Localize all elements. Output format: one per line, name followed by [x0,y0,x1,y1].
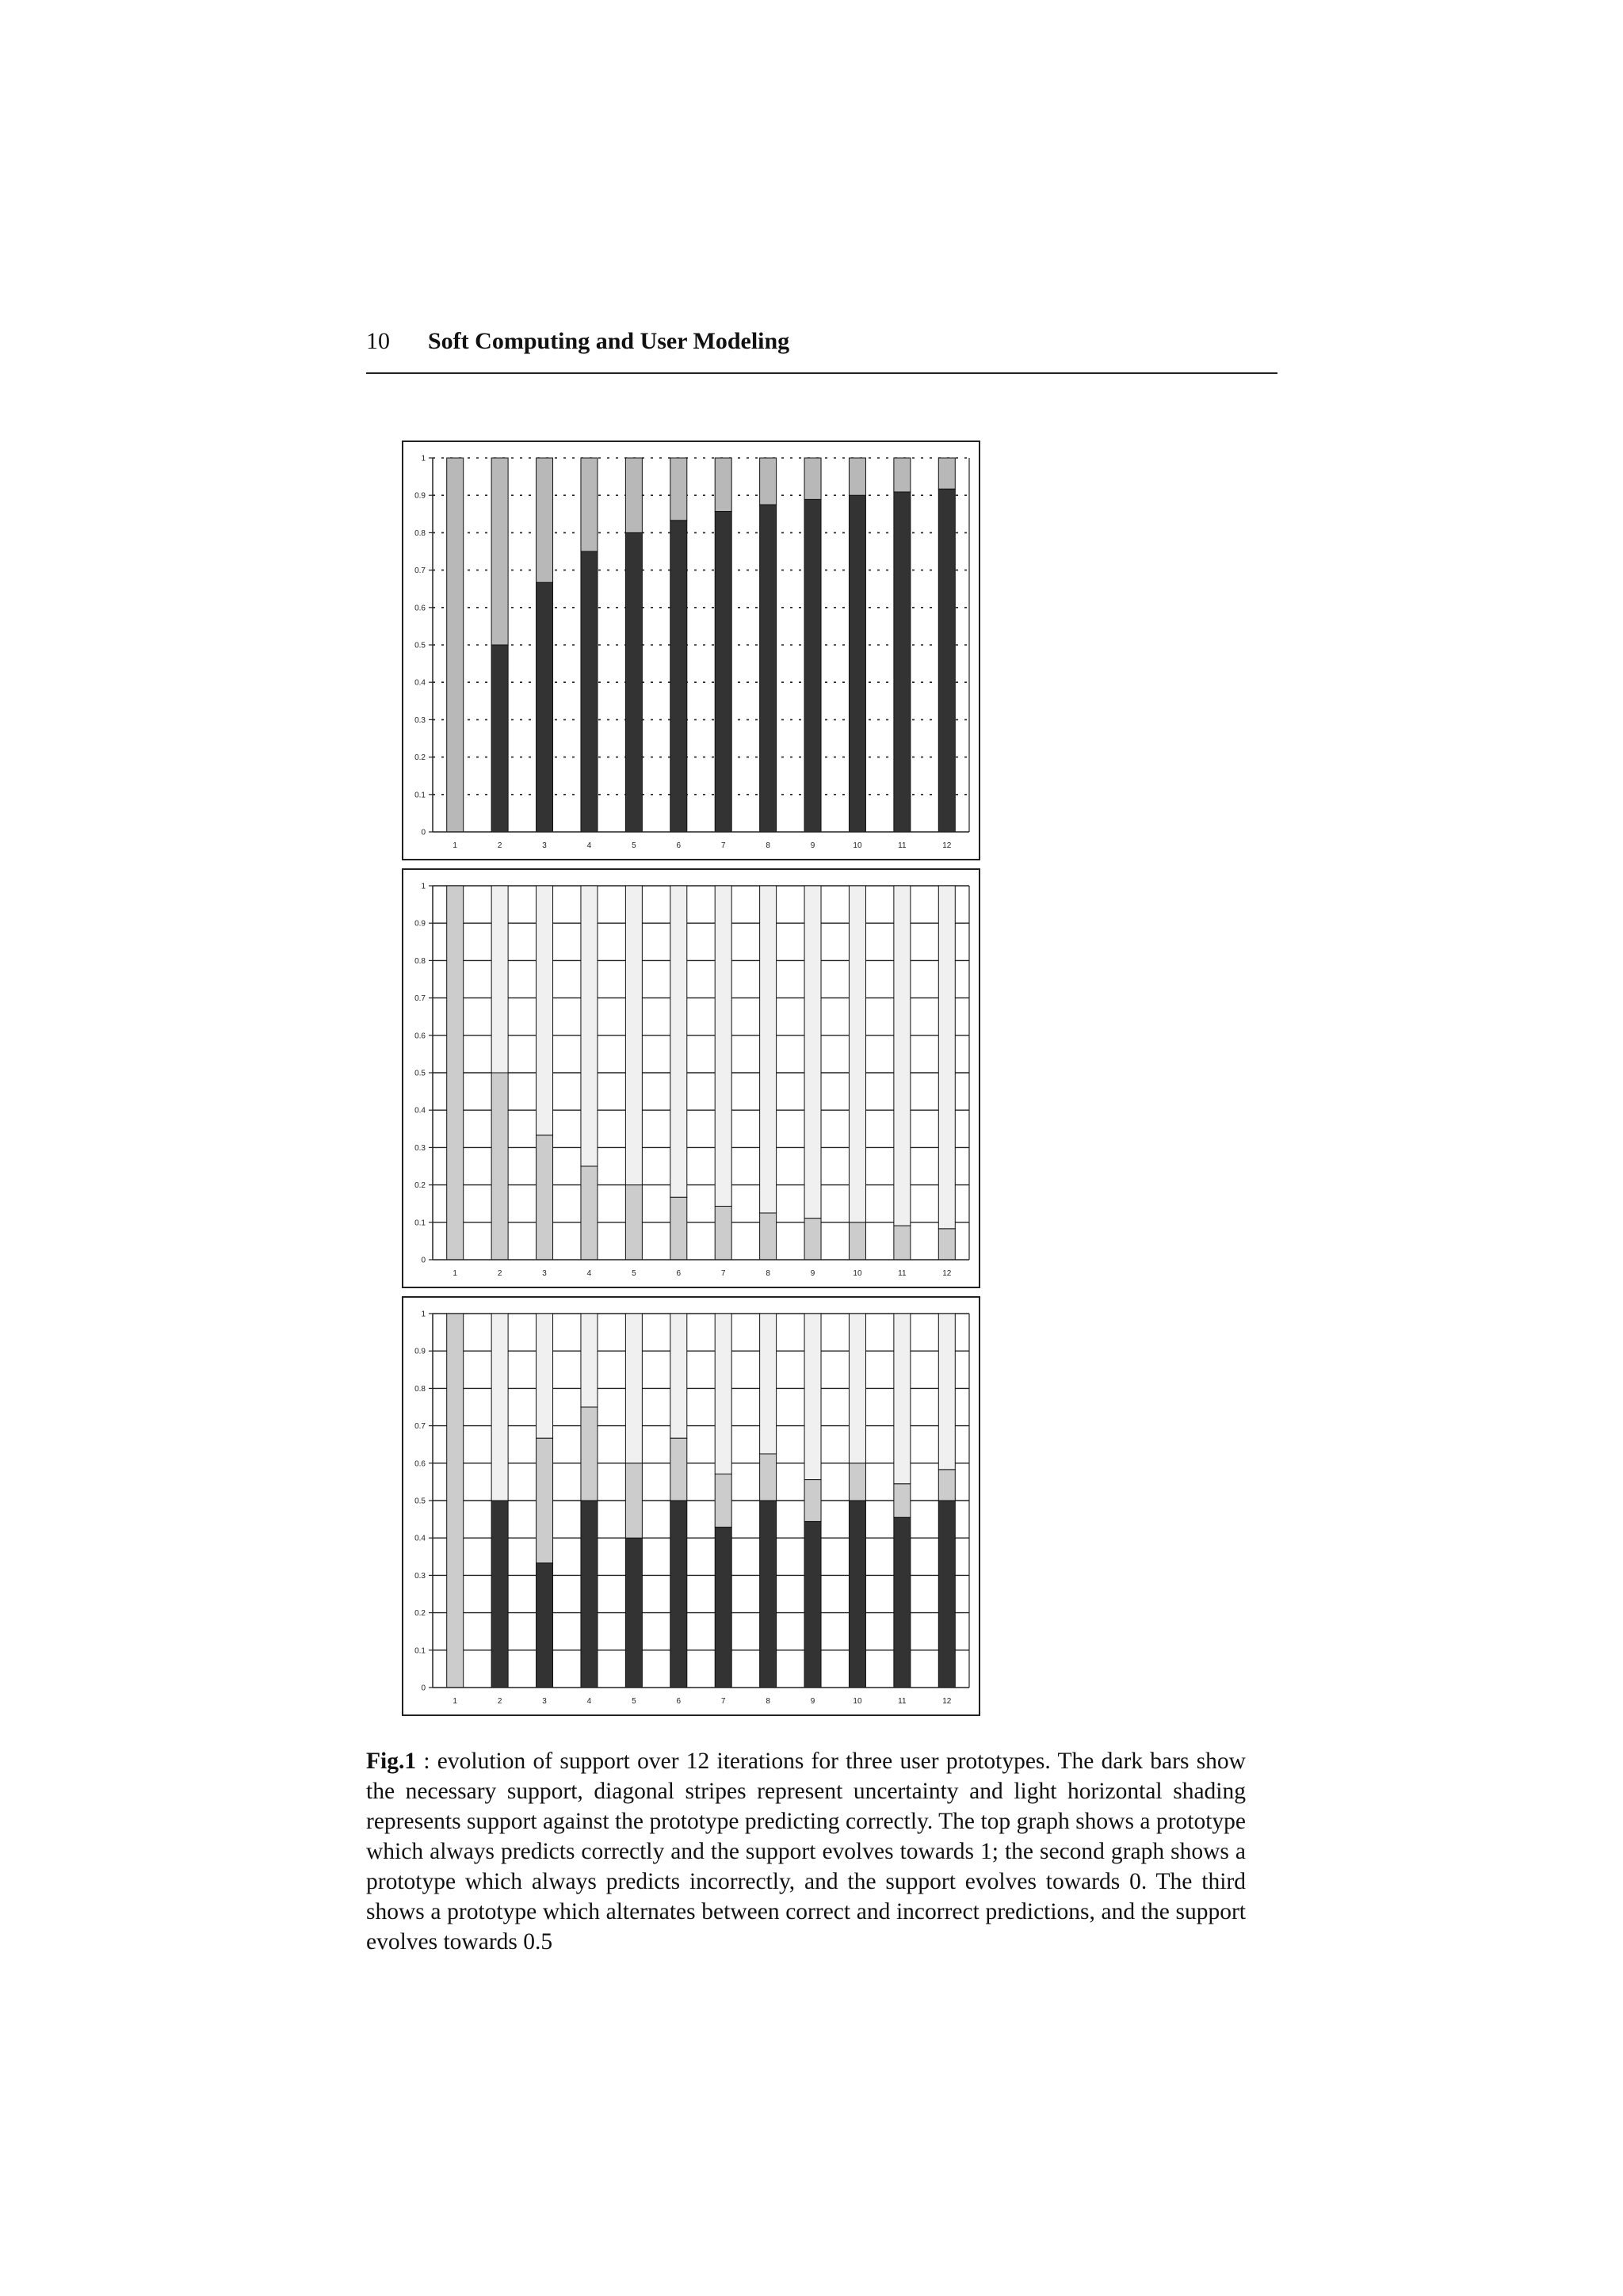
bar-segment [670,1501,687,1688]
bar-segment [849,495,865,832]
figure-caption [366,1746,1246,1957]
bar-segment [491,645,508,832]
bar-segment [447,458,464,832]
bar-segment [537,458,553,582]
bar-segment [760,505,777,832]
bar-segment [537,582,553,832]
y-tick-label: 1 [421,454,426,463]
bar-segment [849,1463,865,1501]
bar-segment [625,458,642,532]
y-tick-label: 0.9 [414,491,426,501]
bar-segment [715,458,731,511]
bar-segment [625,532,642,832]
x-tick-label: 4 [586,841,592,850]
bar-segment [849,1501,865,1688]
bar-segment [894,492,911,832]
bar-segment [491,458,508,645]
running-title: Soft Computing and User Modeling [428,328,790,354]
bar-segment [849,1314,865,1463]
bar-segment [760,886,777,1213]
x-tick-label: 12 [942,1697,952,1706]
x-tick-label: 7 [720,1269,726,1278]
chart-bottom [403,1298,979,1714]
bar-segment [625,1463,642,1538]
y-tick-label: 0.9 [414,1347,426,1356]
bar-segment [447,886,464,1260]
y-tick-label: 0.6 [414,1032,426,1041]
y-tick-label: 0.5 [414,1069,426,1078]
bar-segment [491,1501,508,1688]
x-tick-label: 10 [853,1269,862,1278]
bar-segment [537,1563,553,1688]
bar-segment [581,1314,598,1407]
x-tick-label: 6 [676,1697,682,1706]
y-tick-label: 0.4 [414,678,426,688]
y-tick-label: 0.8 [414,1384,426,1394]
caption-text: : evolution of support over 12 iterations for three user prototypes. The dark bars show the necessary support, diagonal stripes represent uncertainty and light horizontal shading represents support against the prototype predicting correctly. The top graph shows a prototype which always predicts correctly and the support evolves towards 1; the second graph shows a prototype which always predicts incorrectly, and the support evolves towards 0. The third shows a prototype which alternates between correct and incorrect predictions, and the support evolves towards 0.5 [366,1749,1246,1955]
bar-segment [849,886,865,1222]
x-tick-label: 8 [766,841,770,850]
page-header [366,325,1277,374]
y-tick-label: 0.7 [414,994,426,1004]
x-tick-label: 4 [586,1697,592,1706]
x-tick-label: 10 [853,841,862,850]
bar-segment [894,1226,911,1260]
bar-segment [537,1135,553,1260]
x-tick-label: 11 [898,841,907,850]
y-tick-label: 1 [421,1310,426,1319]
bar-segment [804,886,821,1219]
y-tick-label: 0.8 [414,956,426,966]
x-tick-label: 5 [632,1269,636,1278]
chart-panel-top [402,441,980,860]
bar-segment [894,1484,911,1517]
y-tick-label: 0.6 [414,604,426,613]
bar-segment [804,1219,821,1260]
y-tick-label: 0.9 [414,919,426,929]
bar-segment [491,1073,508,1260]
y-tick-label: 0.2 [414,753,426,763]
bar-segment [625,1538,642,1688]
y-tick-label: 0.7 [414,1422,426,1432]
bar-segment [670,521,687,832]
y-tick-label: 0.5 [414,1497,426,1506]
x-tick-label: 11 [898,1269,907,1278]
bar-segment [849,458,865,495]
y-tick-label: 0.3 [414,715,426,725]
bar-segment [760,1213,777,1260]
x-tick-label: 7 [720,841,726,850]
y-tick-label: 0.1 [414,1646,426,1656]
x-tick-label: 2 [497,1697,502,1706]
bar-segment [537,886,553,1135]
bar-segment [715,1207,731,1260]
bar-segment [581,886,598,1166]
y-tick-label: 0.3 [414,1143,426,1153]
y-tick-label: 0.8 [414,528,426,538]
x-tick-label: 12 [942,1269,952,1278]
y-tick-label: 0.2 [414,1181,426,1191]
bar-segment [537,1438,553,1563]
x-tick-label: 9 [810,841,815,850]
bar-segment [894,458,911,492]
bar-segment [625,1185,642,1260]
x-tick-label: 1 [453,841,457,850]
bar-segment [804,1521,821,1688]
y-tick-label: 0.4 [414,1106,426,1116]
bar-segment [670,886,687,1197]
bar-segment [894,1517,911,1688]
bar-segment [581,1166,598,1260]
x-tick-label: 7 [720,1697,726,1706]
bar-segment [938,886,955,1229]
x-tick-label: 9 [810,1269,815,1278]
y-tick-label: 0.1 [414,1219,426,1228]
bar-segment [715,886,731,1207]
x-tick-label: 11 [898,1697,907,1706]
chart-panel-middle [402,868,980,1288]
bar-segment [491,886,508,1073]
bar-segment [491,1314,508,1501]
bar-segment [760,1454,777,1501]
bar-segment [625,886,642,1185]
bar-segment [938,1470,955,1501]
bar-segment [804,499,821,832]
bar-segment [849,1222,865,1260]
y-tick-label: 0.3 [414,1571,426,1581]
chart-panel-bottom [402,1296,980,1716]
y-tick-label: 0.1 [414,791,426,800]
bar-segment [760,1501,777,1688]
bar-segment [625,1314,642,1463]
x-tick-label: 6 [676,1269,682,1278]
bar-segment [938,1314,955,1470]
x-tick-label: 1 [453,1697,457,1706]
bar-segment [938,489,955,832]
x-tick-label: 3 [542,1697,547,1706]
x-tick-label: 3 [542,841,547,850]
bar-segment [715,1314,731,1474]
bar-segment [938,458,955,489]
bar-segment [804,1314,821,1480]
x-tick-label: 9 [810,1697,815,1706]
y-tick-label: 1 [421,882,426,891]
y-tick-label: 0.5 [414,641,426,650]
bar-segment [537,1314,553,1438]
page-number: 10 [366,328,390,354]
bar-segment [938,1229,955,1260]
y-tick-label: 0 [421,828,426,837]
y-tick-label: 0.2 [414,1609,426,1619]
x-tick-label: 6 [676,841,682,850]
bar-segment [938,1501,955,1688]
y-tick-label: 0 [421,1684,426,1693]
x-tick-label: 3 [542,1269,547,1278]
chart-top [403,442,979,859]
y-tick-label: 0.7 [414,566,426,576]
x-tick-label: 5 [632,1697,636,1706]
bar-segment [715,511,731,832]
bar-segment [447,1314,464,1688]
x-tick-label: 8 [766,1269,770,1278]
bar-segment [760,1314,777,1454]
y-tick-label: 0.4 [414,1534,426,1543]
y-tick-label: 0.6 [414,1459,426,1469]
bar-segment [670,1197,687,1260]
x-tick-label: 2 [497,1269,502,1278]
x-tick-label: 2 [497,841,502,850]
bar-segment [804,1480,821,1522]
y-tick-label: 0 [421,1256,426,1265]
bar-segment [670,458,687,521]
bar-segment [894,886,911,1226]
bar-segment [581,1501,598,1688]
bar-segment [715,1527,731,1688]
bar-segment [581,458,598,551]
x-tick-label: 12 [942,841,952,850]
x-tick-label: 1 [453,1269,457,1278]
bar-segment [715,1474,731,1527]
bar-segment [670,1314,687,1438]
x-tick-label: 5 [632,841,636,850]
bar-segment [804,458,821,499]
chart-middle [403,870,979,1287]
bar-segment [670,1438,687,1501]
x-tick-label: 4 [586,1269,592,1278]
bar-segment [760,458,777,505]
bar-segment [581,551,598,832]
caption-label: Fig.1 [366,1749,417,1774]
bar-segment [894,1314,911,1484]
x-tick-label: 10 [853,1697,862,1706]
x-tick-label: 8 [766,1697,770,1706]
bar-segment [581,1407,598,1501]
